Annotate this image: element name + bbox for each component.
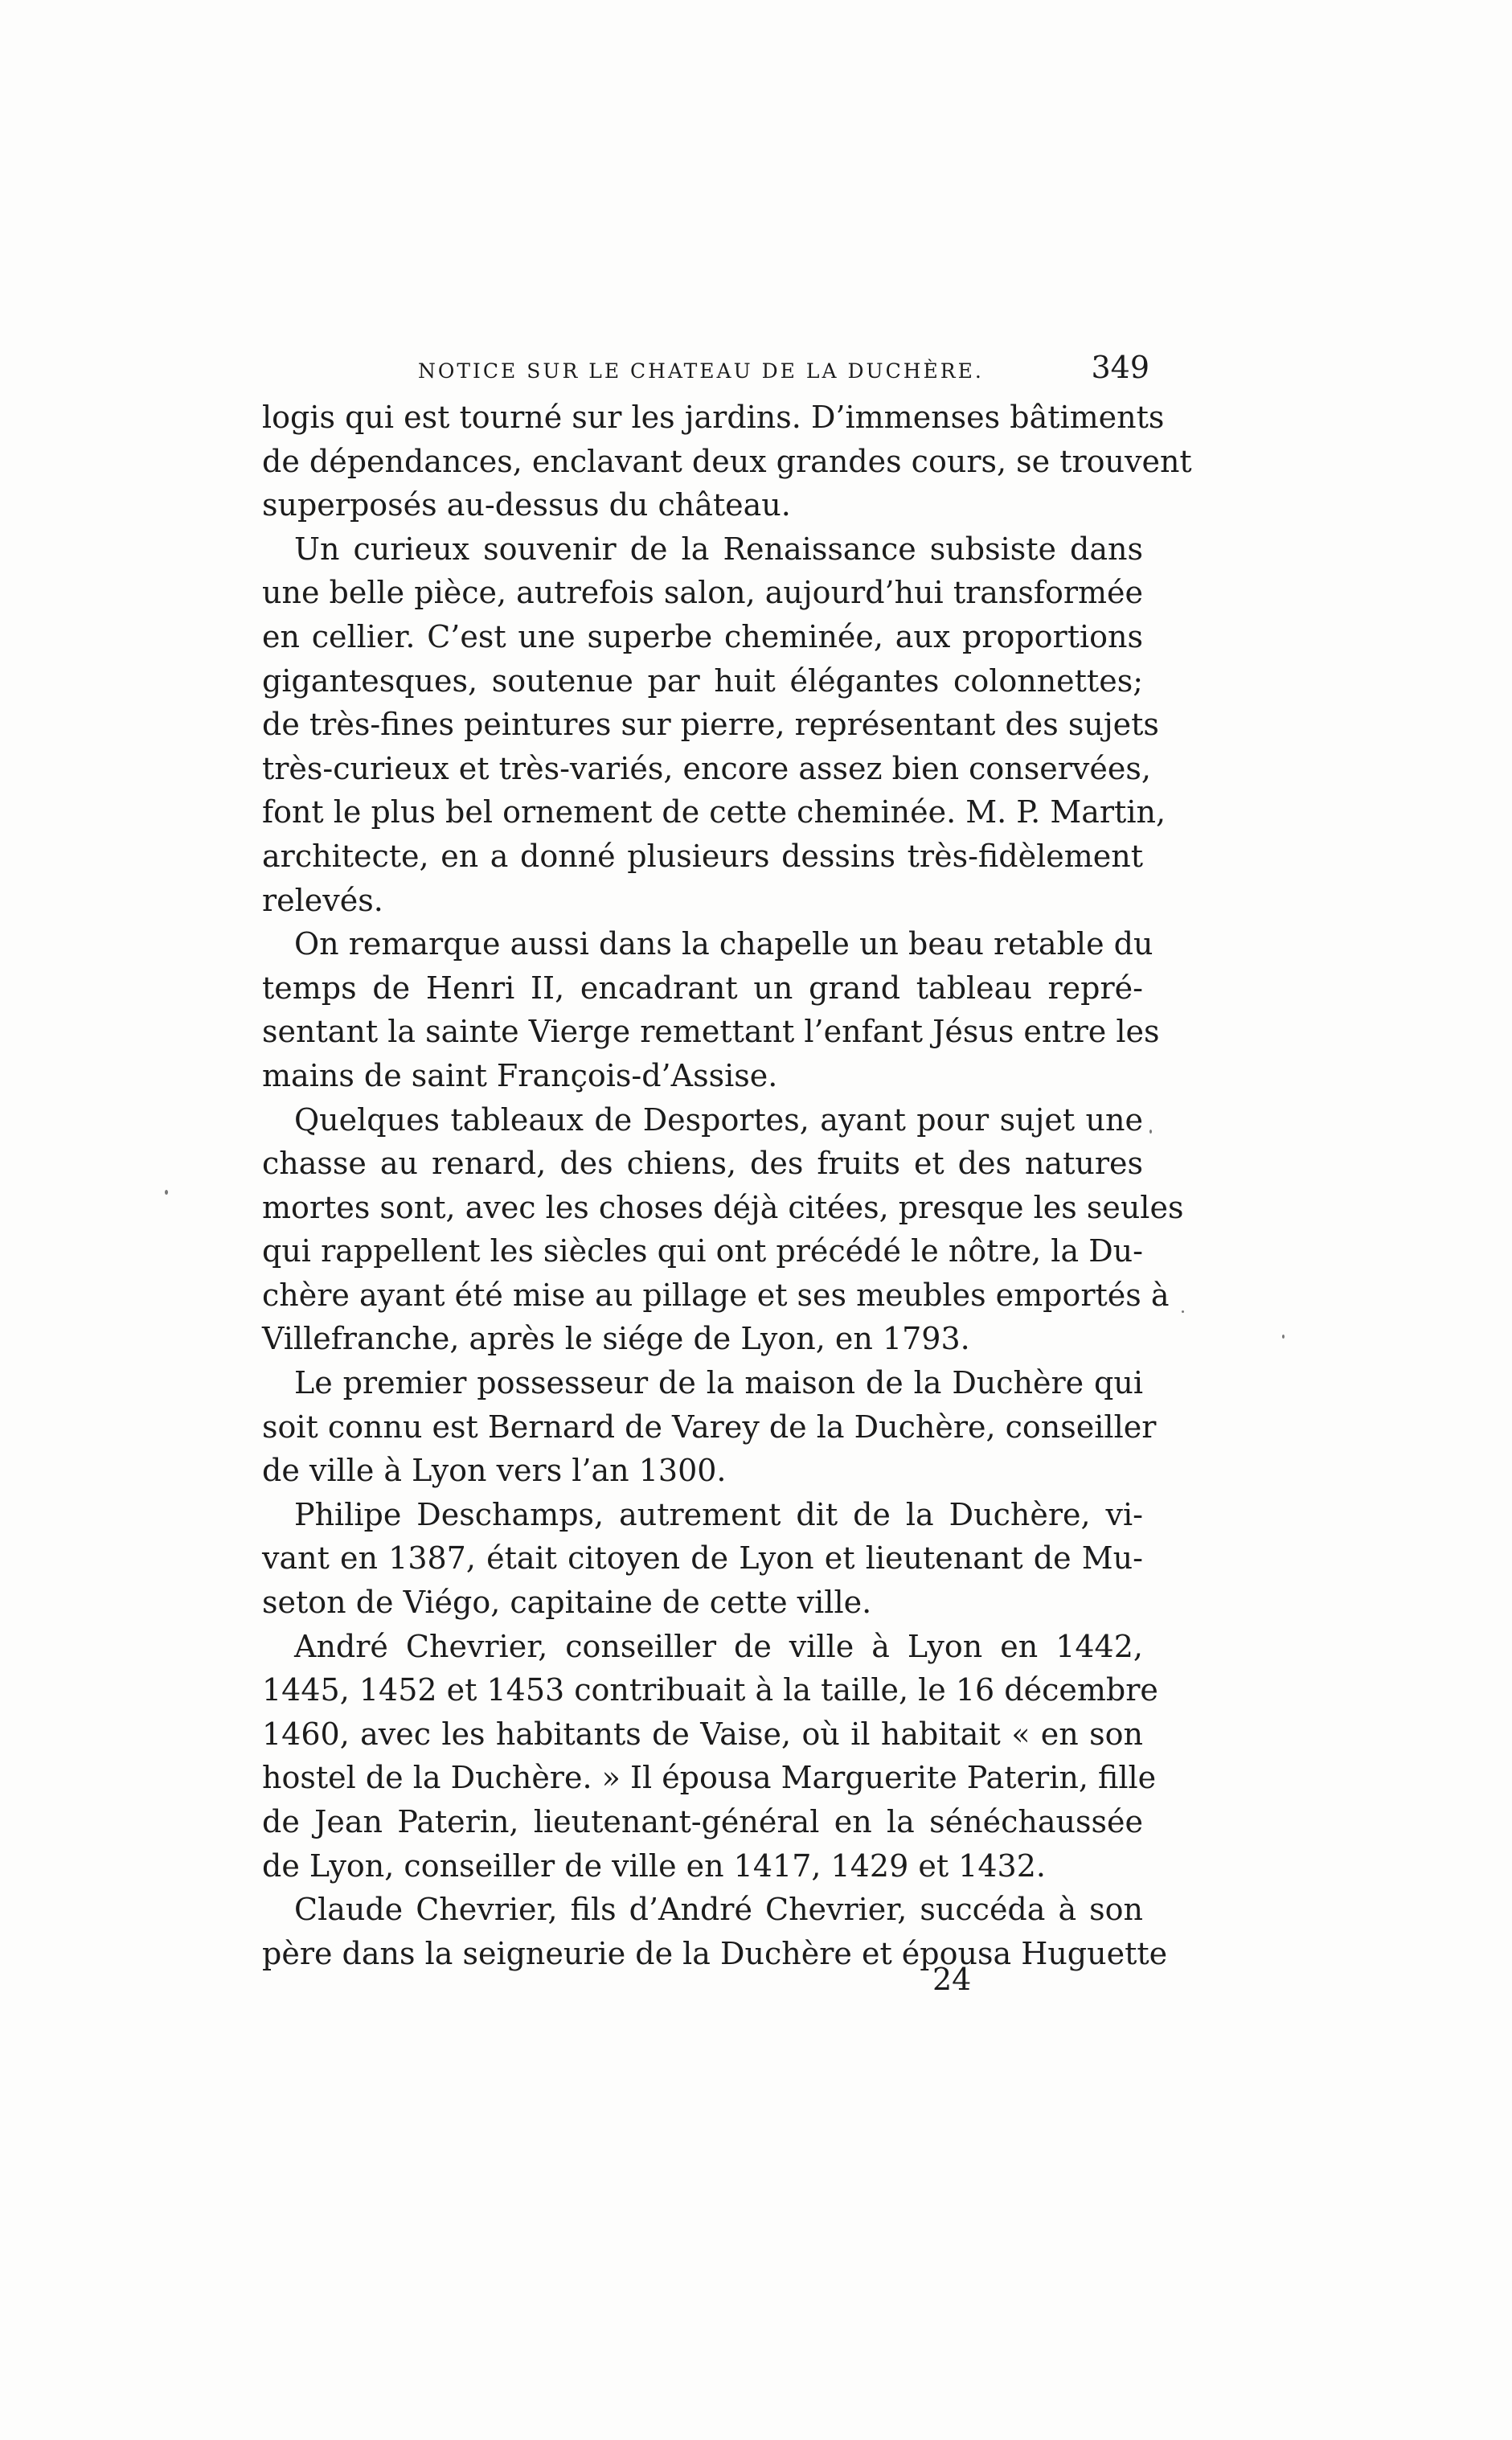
text-line: de très-fines peintures sur pierre, représentant des sujets [262,707,1159,743]
paragraph-first-line: Claude Chevrier, fils d’André Chevrier, succéda à son [294,1892,1143,1928]
text-line: mains de saint François-d’Assise. [262,1057,778,1093]
text-line: gigantesques, soutenue par huit élégantes colonnettes; [262,662,1143,699]
body-text [262,396,1192,1975]
running-head [265,350,1149,398]
paragraph-first-line: Le premier possesseur de la maison de la Duchère qui [294,1365,1143,1401]
text-line: mortes sont, avec les choses déjà citées, presque les seules [262,1189,1184,1225]
text-line: vant en 1387, était citoyen de Lyon et lieutenant de Mu- [262,1540,1143,1577]
text-line: une belle pièce, autrefois salon, aujourd’hui transformée [262,575,1143,611]
text-line: très-curieux et très-variés, encore assez bien conservées, [262,750,1151,786]
paragraph-first-line: Un curieux souvenir de la Renaissance subsiste dans [294,531,1143,567]
text-line: de Jean Paterin, lieutenant-général en la sénéchaussée [262,1804,1143,1839]
text-line: de Lyon, conseiller de ville en 1417, 1429 et 1432. [262,1847,1046,1884]
text-line: Villefranche, après le siége de Lyon, en 1793. [262,1321,970,1357]
text-line: 1445, 1452 et 1453 contribuait à la taille, le 16 décembre [262,1672,1158,1708]
paragraph-first-line: Philipe Deschamps, autrement dit de la Duchère, vi- [294,1496,1143,1532]
text-line: chasse au renard, des chiens, des fruits et des natures [262,1146,1143,1182]
text-line: logis qui est tourné sur les jardins. D’immenses bâtiments [262,400,1165,435]
text-line: qui rappellent les siècles qui ont précédé le nôtre, la Du- [262,1233,1143,1269]
text-line: relevés. [262,882,383,918]
text-line: sentant la sainte Vierge remettant l’enfant Jésus entre les [262,1014,1160,1050]
scan-speck [165,1190,168,1195]
text-line: chère ayant été mise au pillage et ses meubles emportés à [262,1277,1170,1313]
running-title: NOTICE SUR LE CHATEAU DE LA DUCHÈRE. [418,359,984,383]
text-line: en cellier. C’est une superbe cheminée, aux proportions [262,618,1143,654]
text-line: soit connu est Bernard de Varey de la Duchère, conseiller [262,1409,1157,1445]
text-line: 1460, avec les habitants de Vaise, où il habitait « en son [262,1716,1143,1752]
text-line: font le plus bel ornement de cette cheminée. M. P. Martin, [262,794,1166,830]
text-line: père dans la seigneurie de la Duchère et épousa Huguette [262,1935,1168,1971]
scan-speck [1282,1335,1285,1339]
page-number: 349 [1091,350,1149,385]
text-line: superposés au-dessus du château. [262,487,791,523]
paragraph-first-line: On remarque aussi dans la chapelle un beau retable du [294,926,1153,962]
text-line: de dépendances, enclavant deux grandes cours, se trouvent [262,443,1192,479]
text-line: seton de Viégo, capitaine de cette ville. [262,1585,872,1621]
text-line: architecte, en a donné plusieurs dessins très-fidèlement [262,838,1143,874]
text-line: de ville à Lyon vers l’an 1300. [262,1453,727,1489]
text-line: hostel de la Duchère. » Il épousa Marguerite Paterin, fille [262,1760,1157,1796]
signature-mark: 24 [932,1962,972,1997]
paragraph-first-line: André Chevrier, conseiller de ville à Lyon en 1442, [294,1628,1143,1664]
scan-speck [1149,1130,1152,1134]
scan-speck [1182,1310,1184,1313]
paragraph-first-line: Quelques tableaux de Desportes, ayant pour sujet une [294,1101,1143,1138]
text-line: temps de Henri II, encadrant un grand tableau repré- [262,970,1143,1006]
